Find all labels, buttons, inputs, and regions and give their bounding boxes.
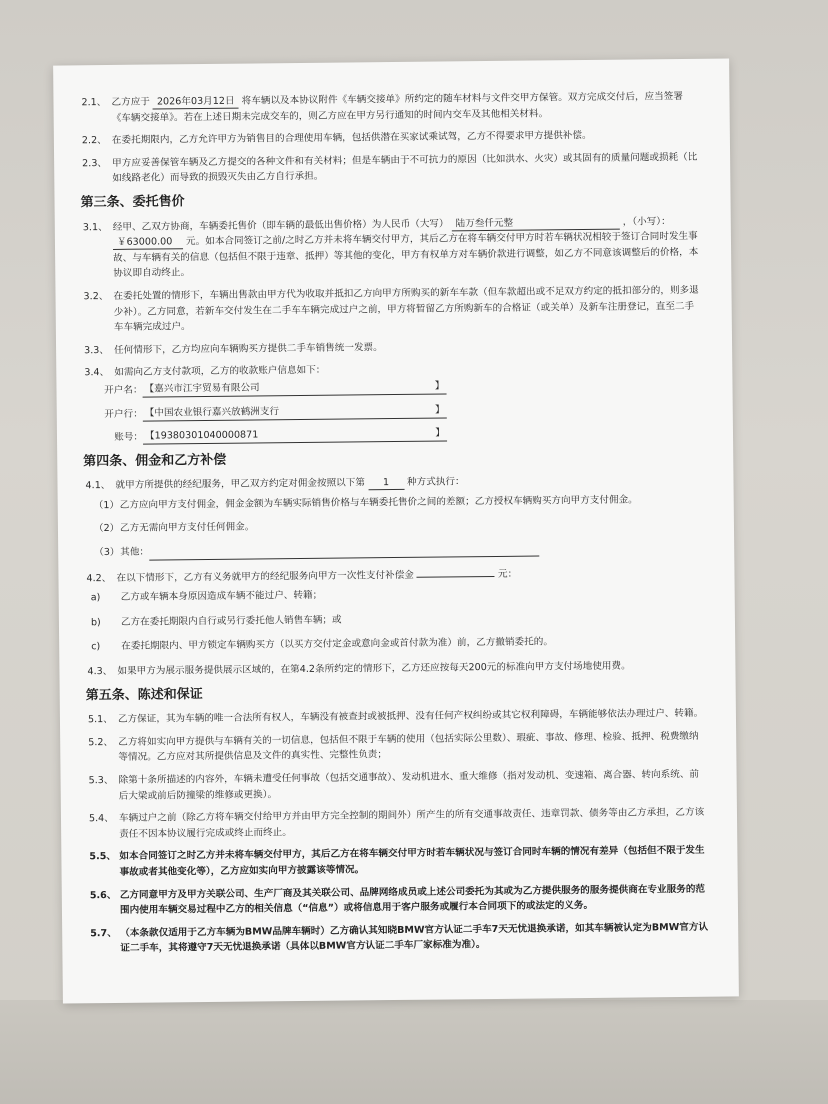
clause-text: 如需向乙方支付款项，乙方的收款账户信息如下： [114, 365, 326, 379]
clause-5-2 [88, 729, 706, 767]
condition-label: a) [90, 592, 101, 604]
clause-text: 除第十条所描述的内容外，车辆未遭受任何事故（包括交通事故）、发动机进水、重大维修（指对发动机、变速箱、离合器、转向系统、前后大梁或前后防撞梁的维修或更换）。 [118, 768, 700, 802]
section-title-5: 第五条、陈述和保证 [85, 686, 203, 703]
clause-text-post: 元： [497, 568, 518, 580]
bracket-open: 【 [144, 407, 155, 419]
clause-5-4 [89, 805, 707, 843]
condition-a [87, 584, 705, 606]
clause-number: 5.7、 [90, 927, 117, 939]
clause-2-3 [82, 150, 700, 188]
bracket-close: 】 [434, 380, 445, 392]
clause-text-pre: 乙方应于 [111, 96, 150, 108]
clause-5-3 [89, 767, 707, 805]
clause-text: 乙方同意甲方及甲方关联公司、生产厂商及其关联公司、品牌网络成员或上述公司委托为其或为乙方提供服务的服务提供商在专业服务的范围内使用车辆交易过程中乙方的相关信息（“信息”）或将信息用于客户服务或履行本合同项下的或法定的义务。 [119, 883, 706, 917]
clause-number: 3.4、 [84, 367, 110, 379]
clause-3-2 [83, 283, 701, 336]
clause-text: 如果甲方为展示服务提供展示区域的，在第4.2条所约定的情形下，乙方还应按每天200元的标准向甲方支付场地使用费。 [117, 660, 631, 677]
commission-option-field: 1 [368, 476, 404, 490]
contract-page [53, 58, 739, 1003]
account-holder-label: 开户名： [104, 384, 143, 396]
bracket-open: 【 [144, 383, 155, 395]
condition-label: c) [91, 641, 101, 653]
condition-b [87, 609, 705, 631]
clause-5-5 [89, 843, 707, 881]
bracket-close: 】 [435, 427, 446, 439]
commission-option-2 [94, 515, 704, 537]
clause-2-2 [82, 127, 700, 149]
option-text: 乙方无需向甲方支付任何佣金。 [119, 521, 255, 535]
clause-number: 5.6、 [89, 889, 117, 901]
bracket-open: 【 [144, 430, 155, 443]
clause-2-1 [81, 89, 699, 127]
clause-text-mid: ，（小写）： [622, 215, 671, 228]
clause-text: 乙方保证，其为车辆的唯一合法所有权人，车辆没有被查封或被抵押、没有任何产权纠纷或其它权利障碍，车辆能够依法办理过户、转籍。 [117, 708, 704, 726]
clause-text: 如本合同签订之时乙方并未将车辆交付甲方，其后乙方在将车辆交付甲方时若车辆状况与签订合同时车辆的情况有差异（包括但不限于发生事故或者其他变化等），乙方应如实向甲方披露该等情况。 [119, 845, 705, 878]
clause-text: 甲方应妥善保管车辆及乙方提交的各种文件和有关材料；但是车辆由于不可抗力的原因（比如洪水、火灾）或其固有的质量问题或损耗（比如线路老化）而导致的损毁灭失由乙方自行承担。 [112, 151, 698, 185]
condition-text: 在委托期限内、甲方锁定车辆购买方（以买方交付定金或意向金或首付款为准）前，乙方撤销委托的。 [121, 636, 553, 653]
account-bank-field [143, 403, 447, 421]
price-numeric-field: ￥63000.00 [113, 235, 183, 250]
compensation-conditions [87, 584, 706, 655]
clause-text-pre: 就甲方所提供的经纪服务，甲乙双方约定对佣金按照以下第 [115, 477, 365, 492]
option-text: 其他： [120, 546, 150, 558]
clause-5-7 [90, 920, 708, 958]
account-holder-value: 嘉兴市江宇贸易有限公司 [154, 382, 260, 395]
account-bank-value: 中国农业银行嘉兴放鹤洲支行 [154, 406, 280, 419]
page-content [81, 89, 708, 964]
condition-c [87, 633, 705, 655]
account-holder-field [142, 380, 446, 398]
clause-text-pre: 经甲、乙双方协商，车辆委托售价（即车辆的最低出售价格）为人民币（大写） [112, 217, 449, 233]
clause-text: 在委托期限内，乙方允许甲方为销售目的合理使用车辆，包括供潜在买家试乘试驾，乙方不得要求甲方提供补偿。 [111, 130, 592, 147]
clause-number: 3.2、 [83, 290, 109, 303]
clause-text: 车辆过户之前（除乙方将车辆交付给甲方并由甲方完全控制的期间外）所产生的所有交通事故责任、违章罚款、债务等由乙方承担，乙方该责任不因本协议履行完成或终止而终止。 [118, 806, 705, 840]
clause-number: 2.1、 [81, 97, 107, 109]
clause-3-1 [83, 213, 702, 282]
clause-number: 4.2、 [86, 572, 112, 584]
condition-text: 乙方在委托期限内自行或另行委托他人销售车辆；或 [120, 614, 342, 628]
account-number-row [87, 424, 703, 446]
clause-number: 5.5、 [89, 851, 117, 863]
clause-number: 5.3、 [88, 774, 114, 787]
account-number-field [143, 427, 447, 445]
commission-option-3 [94, 539, 704, 561]
clause-number: 5.1、 [87, 714, 113, 726]
condition-text: 乙方或车辆本身原因造成车辆不能过户、转籍； [120, 590, 323, 604]
clause-5-6 [90, 881, 708, 919]
option-label: （2） [93, 523, 120, 535]
clause-text [113, 213, 702, 282]
clause-text [111, 89, 699, 126]
clause-text [115, 472, 703, 494]
other-blank-line [149, 543, 539, 560]
clause-number: 3.3、 [84, 344, 110, 356]
condition-label: b) [90, 616, 101, 629]
option-label: （3） [94, 546, 120, 559]
account-bank-label: 开户行： [104, 408, 143, 420]
commission-option-1 [94, 492, 704, 514]
option-text: 乙方应向甲方支付佣金，佣金金额为车辆实际销售价格与车辆委托售价之间的差额；乙方授权车辆购买方向甲方支付佣金。 [119, 494, 638, 511]
clause-4-1 [85, 472, 703, 494]
account-number-value: 19380301040000871 [154, 429, 259, 442]
clause-4-3 [87, 658, 705, 680]
bracket-close: 】 [435, 404, 445, 416]
clause-text [116, 564, 704, 586]
clause-text-post: 元。如本合同签订之前/之时乙方并未将车辆交付甲方，其后乙方在将车辆交付甲方时若车辆状况相较于签订合同时发生事故、与车辆有关的信息（包括但不限于违章、抵押）等其他的变化，甲方有权单方对车辆价款进行调整，如乙方不同意该调整后的价格，本协议即自动终止。 [113, 230, 699, 280]
clause-number: 4.3、 [87, 666, 113, 678]
section-title-4: 第四条、佣金和乙方补偿 [83, 452, 227, 469]
clause-text-pre: 在以下情形下，乙方有义务就甲方的经纪服务向甲方一次性支付补偿金 [116, 569, 414, 584]
clause-number: 3.1、 [82, 221, 108, 233]
option-label: （1） [93, 499, 120, 512]
clause-number: 4.1、 [85, 480, 111, 492]
clause-text: 乙方将如实向甲方提供与车辆有关的一切信息，包括但不限于车辆的使用（包括实际公里数）、瑕疵、事故、修理、检验、抵押、税费缴纳等情况。乙方应对其所提供信息及文件的真实性、完整性负责； [118, 730, 699, 764]
clause-text-post: 将车辆以及本协议附件《车辆交接单》所约定的随车材料与文件交甲方保管。双方完成交付后，应当签署《车辆交接单》。若在上述日期未完成交车的，则乙方应在甲方另行通知的时间内交车及其他相关材料。 [111, 90, 683, 124]
clause-5-1 [88, 706, 706, 728]
price-uppercase-field: 陆万叁仟元整 [452, 215, 620, 231]
delivery-date-field: 2026年03月12日 [153, 95, 239, 110]
clause-3-3 [84, 337, 702, 359]
clause-text-post: 种方式执行： [406, 476, 465, 489]
clause-text: （本条款仅适用于乙方车辆为BMW品牌车辆时）乙方确认其知晓BMW官方认证二手车7天无忧退换承诺，如其车辆被认定为BMW官方认证二手车，其将遵守7天无忧退换承诺（具体以BMW官方认证二手车厂家标准为准）。 [120, 921, 709, 955]
table-surface [0, 1000, 828, 1104]
account-bank-row [87, 400, 703, 422]
compensation-amount-field [417, 576, 495, 578]
clause-4-2 [86, 564, 704, 586]
clause-text: 任何情形下，乙方均应向车辆购买方提供二手车销售统一发票。 [114, 341, 383, 356]
clause-text: 在委托处置的情形下，车辆出售款由甲方代为收取并抵扣乙方向甲方所购买的新车车款（但车款超出或不足双方约定的抵扣部分的，则多退少补）。乙方同意，若新车交付发生在二手车车辆完成过户之前，甲方将暂留乙方所购新车的合格证（或关单）及新车注册登记，直至二手车车辆完成过户。 [113, 284, 699, 334]
clause-number: 5.4、 [88, 813, 114, 825]
clause-number: 5.2、 [88, 736, 114, 749]
clause-number: 2.3、 [82, 157, 108, 170]
clause-number: 2.2、 [81, 135, 107, 147]
account-number-label: 账号： [114, 431, 144, 444]
section-title-3: 第三条、委托售价 [80, 194, 185, 211]
